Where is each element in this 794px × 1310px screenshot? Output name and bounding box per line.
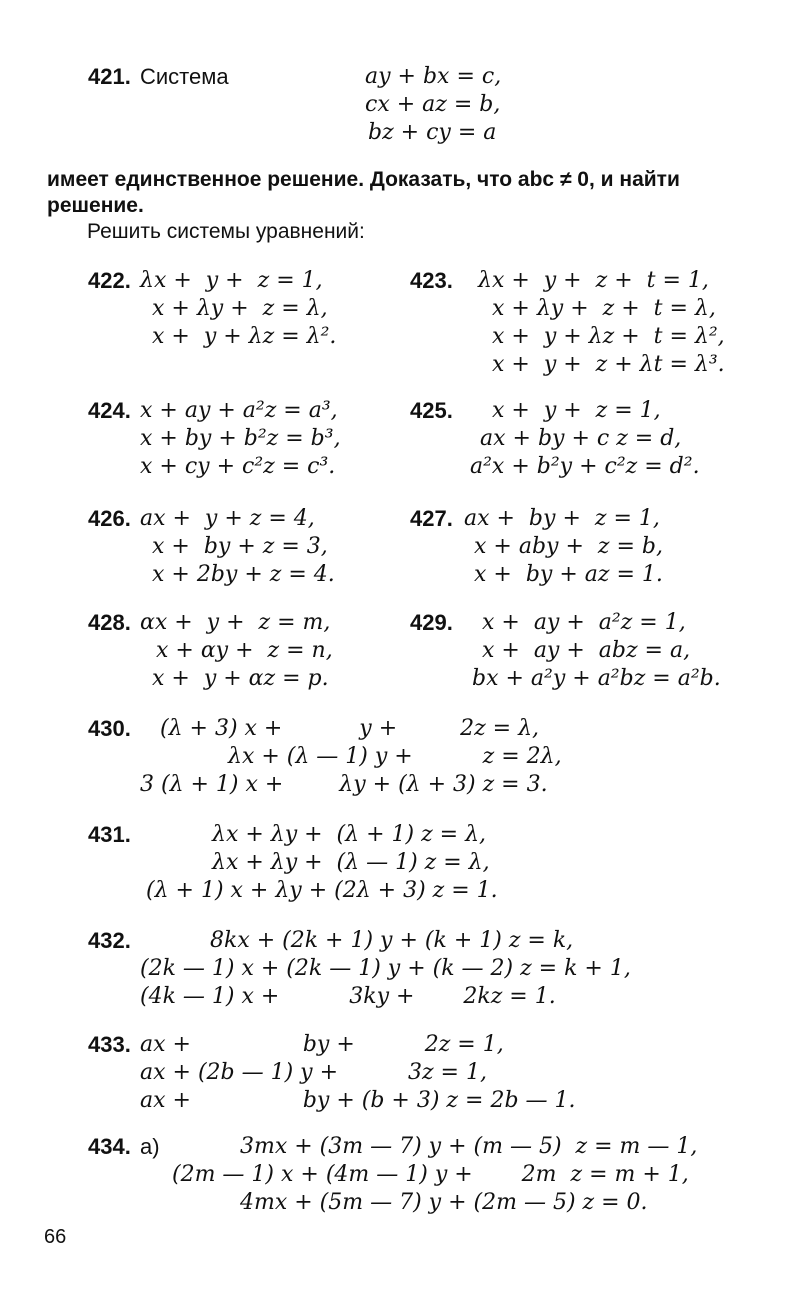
- equation-430-2: λx + (λ — 1) y + z = 2λ,: [228, 744, 562, 769]
- intro-text-line1: имеет единственное решение. Доказать, что abc ≠ 0, и найти: [47, 168, 680, 191]
- equation-434-2: (2m — 1) x + (4m — 1) y + 2m z = m + 1,: [172, 1162, 689, 1187]
- equation-421-1: ay + bx = c,: [365, 64, 502, 89]
- problem-number-430: 430.: [88, 716, 131, 741]
- equation-428-2: x + αy + z = n,: [156, 638, 333, 663]
- equation-423-4: x + y + z + λt = λ³.: [492, 352, 725, 377]
- equation-425-2: ax + by + c z = d,: [480, 426, 682, 451]
- problem-label-system: Система: [140, 64, 229, 89]
- equation-427-3: x + by + az = 1.: [474, 562, 663, 587]
- equation-432-1: 8kx + (2k + 1) y + (k + 1) z = k,: [210, 928, 574, 953]
- equation-427-2: x + aby + z = b,: [474, 534, 663, 559]
- equation-426-3: x + 2by + z = 4.: [152, 562, 335, 587]
- problem-number-429: 429.: [410, 610, 453, 635]
- equation-428-1: αx + y + z = m,: [140, 610, 331, 635]
- equation-434-1: 3mx + (3m — 7) y + (m — 5) z = m — 1,: [240, 1134, 698, 1159]
- problem-number-433: 433.: [88, 1032, 131, 1057]
- problem-number-421: 421.: [88, 64, 131, 89]
- equation-423-1: λx + y + z + t = 1,: [478, 268, 709, 293]
- equation-430-1: (λ + 3) x + y + 2z = λ,: [160, 716, 540, 741]
- equation-429-2: x + ay + abz = a,: [482, 638, 691, 663]
- equation-425-1: x + y + z = 1,: [492, 398, 661, 423]
- problem-number-426: 426.: [88, 506, 131, 531]
- equation-431-3: (λ + 1) x + λy + (2λ + 3) z = 1.: [146, 878, 498, 903]
- equation-430-3: 3 (λ + 1) x + λy + (λ + 3) z = 3.: [140, 772, 548, 797]
- problem-number-432: 432.: [88, 928, 131, 953]
- problem-number-427: 427.: [410, 506, 453, 531]
- equation-429-1: x + ay + a²z = 1,: [482, 610, 686, 635]
- problem-number-425: 425.: [410, 398, 453, 423]
- problem-number-428: 428.: [88, 610, 131, 635]
- page-number: 66: [44, 1226, 67, 1248]
- problem-number-431: 431.: [88, 822, 131, 847]
- equation-426-1: ax + y + z = 4,: [140, 506, 315, 531]
- equation-426-2: x + by + z = 3,: [152, 534, 328, 559]
- problem-number-424: 424.: [88, 398, 131, 423]
- equation-422-3: x + y + λz = λ².: [152, 324, 337, 349]
- equation-424-2: x + by + b²z = b³,: [140, 426, 341, 451]
- intro-text-line2: решение.: [47, 194, 144, 217]
- problem-number-423: 423.: [410, 268, 453, 293]
- problem-number-422: 422.: [88, 268, 131, 293]
- problem-part-a: а): [140, 1134, 160, 1159]
- equation-425-3: a²x + b²y + c²z = d².: [470, 454, 700, 479]
- equation-421-3: bz + cy = a: [368, 120, 497, 145]
- equation-422-2: x + λy + z = λ,: [152, 296, 328, 321]
- equation-423-2: x + λy + z + t = λ,: [492, 296, 716, 321]
- equation-424-3: x + cy + c²z = c³.: [140, 454, 336, 479]
- equation-431-2: λx + λy + (λ — 1) z = λ,: [212, 850, 490, 875]
- equation-434-3: 4mx + (5m — 7) y + (2m — 5) z = 0.: [240, 1190, 648, 1215]
- equation-432-3: (4k — 1) x + 3ky + 2kz = 1.: [140, 984, 556, 1009]
- equation-433-1: ax + by + 2z = 1,: [140, 1032, 504, 1057]
- equation-422-1: λx + y + z = 1,: [140, 268, 323, 293]
- equation-433-2: ax + (2b — 1) y + 3z = 1,: [140, 1060, 487, 1085]
- equation-423-3: x + y + λz + t = λ²,: [492, 324, 725, 349]
- equation-427-1: ax + by + z = 1,: [464, 506, 660, 531]
- equation-429-3: bx + a²y + a²bz = a²b.: [472, 666, 721, 691]
- problem-number-434: 434.: [88, 1134, 131, 1159]
- equation-428-3: x + y + αz = p.: [152, 666, 329, 691]
- equation-432-2: (2k — 1) x + (2k — 1) y + (k — 2) z = k + 1,: [140, 956, 631, 981]
- instruction-text: Решить системы уравнений:: [87, 220, 365, 243]
- equation-433-3: ax + by + (b + 3) z = 2b — 1.: [140, 1088, 576, 1113]
- equation-431-1: λx + λy + (λ + 1) z = λ,: [212, 822, 487, 847]
- equation-424-1: x + ay + a²z = a³,: [140, 398, 338, 423]
- equation-421-2: cx + az = b,: [365, 92, 501, 117]
